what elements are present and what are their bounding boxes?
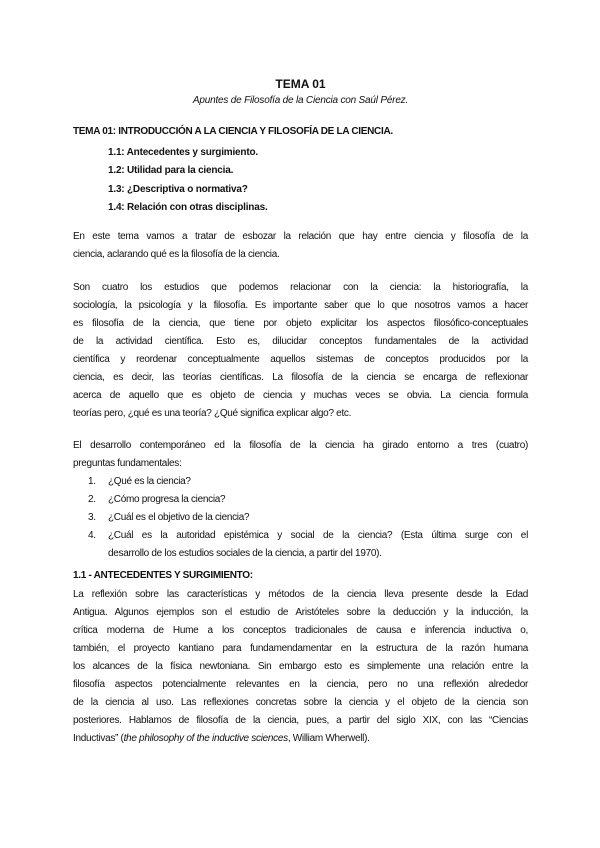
toc-item: 1.2: Utilidad para la ciencia. <box>108 165 234 177</box>
text-line: posteriores. Hablamos de filosofía de la ciencia, pues, a partir del siglo XIX, con las “Ciencias <box>73 715 528 726</box>
toc-item: 1.3: ¿Descriptiva o normativa? <box>108 183 248 195</box>
text-span: , William Wherwell). <box>287 733 370 744</box>
text-line: Son cuatro los estudios que podemos relacionar con la ciencia: la historiografía, la <box>73 282 528 293</box>
list-item <box>88 473 528 491</box>
text-line <box>73 730 528 748</box>
text-line: filosofía aspectos potencialmente relevantes en la ciencia, pero no una reflexión alrededor <box>73 679 528 690</box>
toc-item: 1.4: Relación con otras disciplinas. <box>108 201 268 213</box>
intro-paragraph <box>73 228 528 264</box>
text-line: científica y reordenar conceptualmente aquellos sistemas de conceptos producidos por la <box>73 354 528 365</box>
text-line: es filosofía de la ciencia, que tiene por objeto explicitar los aspectos filosófico-conceptuales <box>73 318 528 329</box>
list-text: desarrollo de los estudios sociales de la ciencia, a partir del 1970). <box>108 548 382 559</box>
questions-intro-paragraph <box>73 437 528 473</box>
text-line: El desarrollo contemporáneo ed la filosofía de la ciencia ha girado entorno a tres (cuatro) <box>73 440 528 451</box>
list-number: 1. <box>88 476 96 487</box>
text-line: ciencia, es decir, las teorías científicas. La filosofía de la ciencia se encarga de reflexionar <box>73 372 528 383</box>
italic-title: the philosophy of the inductive sciences <box>123 733 288 744</box>
document-title: TEMA 01 <box>275 77 326 91</box>
list-text: ¿Qué es la ciencia? <box>108 476 191 487</box>
table-of-contents <box>108 144 268 217</box>
list-text: ¿Cómo progresa la ciencia? <box>108 494 226 505</box>
list-number: 3. <box>88 512 96 523</box>
list-item <box>88 509 528 527</box>
section-heading: 1.1 - ANTECEDENTES Y SURGIMIENTO: <box>73 570 253 581</box>
list-number: 2. <box>88 494 96 505</box>
list-text: ¿Cuál es la autoridad epistémica y social de la ciencia? (Esta última surge con el <box>108 530 528 541</box>
text-line: Antigua. Algunos ejemplos son el estudio de Aristóteles sobre la deducción y la inducción, la <box>73 607 528 618</box>
list-item <box>88 491 528 509</box>
text-span: Inductivas” ( <box>73 733 124 744</box>
text-line: teorías pero, ¿qué es una teoría? ¿Qué significa explicar algo? etc. <box>73 408 352 419</box>
list-item <box>88 527 528 563</box>
antecedents-paragraph <box>73 586 528 748</box>
toc-item: 1.1: Antecedentes y surgimiento. <box>108 147 258 158</box>
text-line: los alcances de la física newtoniana. Sin embargo esto es simplemente una relación entre la <box>73 661 528 672</box>
text-line: de la actividad científica. Esto es, dilucidar conceptos fundamentales de la actividad <box>73 336 528 347</box>
text-line: de la ciencia al uso. Las reflexiones concretas sobre la ciencia y el objeto de la ciencia son <box>73 697 528 708</box>
text-line: acerca de aquello que es objeto de ciencia y muchas veces se obvia. La ciencia formula <box>73 390 528 401</box>
list-number: 4. <box>88 530 96 541</box>
text-line: crítica moderna de Hume a los conceptos tradicionales de causa e inferencia inductiva o, <box>73 625 528 636</box>
main-heading: TEMA 01: INTRODUCCIÓN A LA CIENCIA Y FILOSOFÍA DE LA CIENCIA. <box>73 126 393 137</box>
text-line: En este tema vamos a tratar de esbozar la relación que hay entre ciencia y filosofía de la <box>73 231 528 242</box>
text-line: sociología, la psicología y la filosofía. Es importante saber que lo que nosotros vamos a hacer <box>73 300 528 311</box>
questions-list <box>88 473 528 563</box>
document-subtitle: Apuntes de Filosofía de la Ciencia con Saúl Pérez. <box>192 95 409 106</box>
list-text: ¿Cuál es el objetivo de la ciencia? <box>108 512 250 523</box>
text-line: también, el proyecto kantiano para fundamendamentar en la estructura de la razón humana <box>73 643 528 654</box>
text-line: La reflexión sobre las características y métodos de la ciencia lleva presente desde la Edad <box>73 589 528 600</box>
text-line: preguntas fundamentales: <box>73 458 182 469</box>
studies-paragraph <box>73 279 528 423</box>
text-line: ciencia, aclarando qué es la filosofía de la ciencia. <box>73 249 280 260</box>
